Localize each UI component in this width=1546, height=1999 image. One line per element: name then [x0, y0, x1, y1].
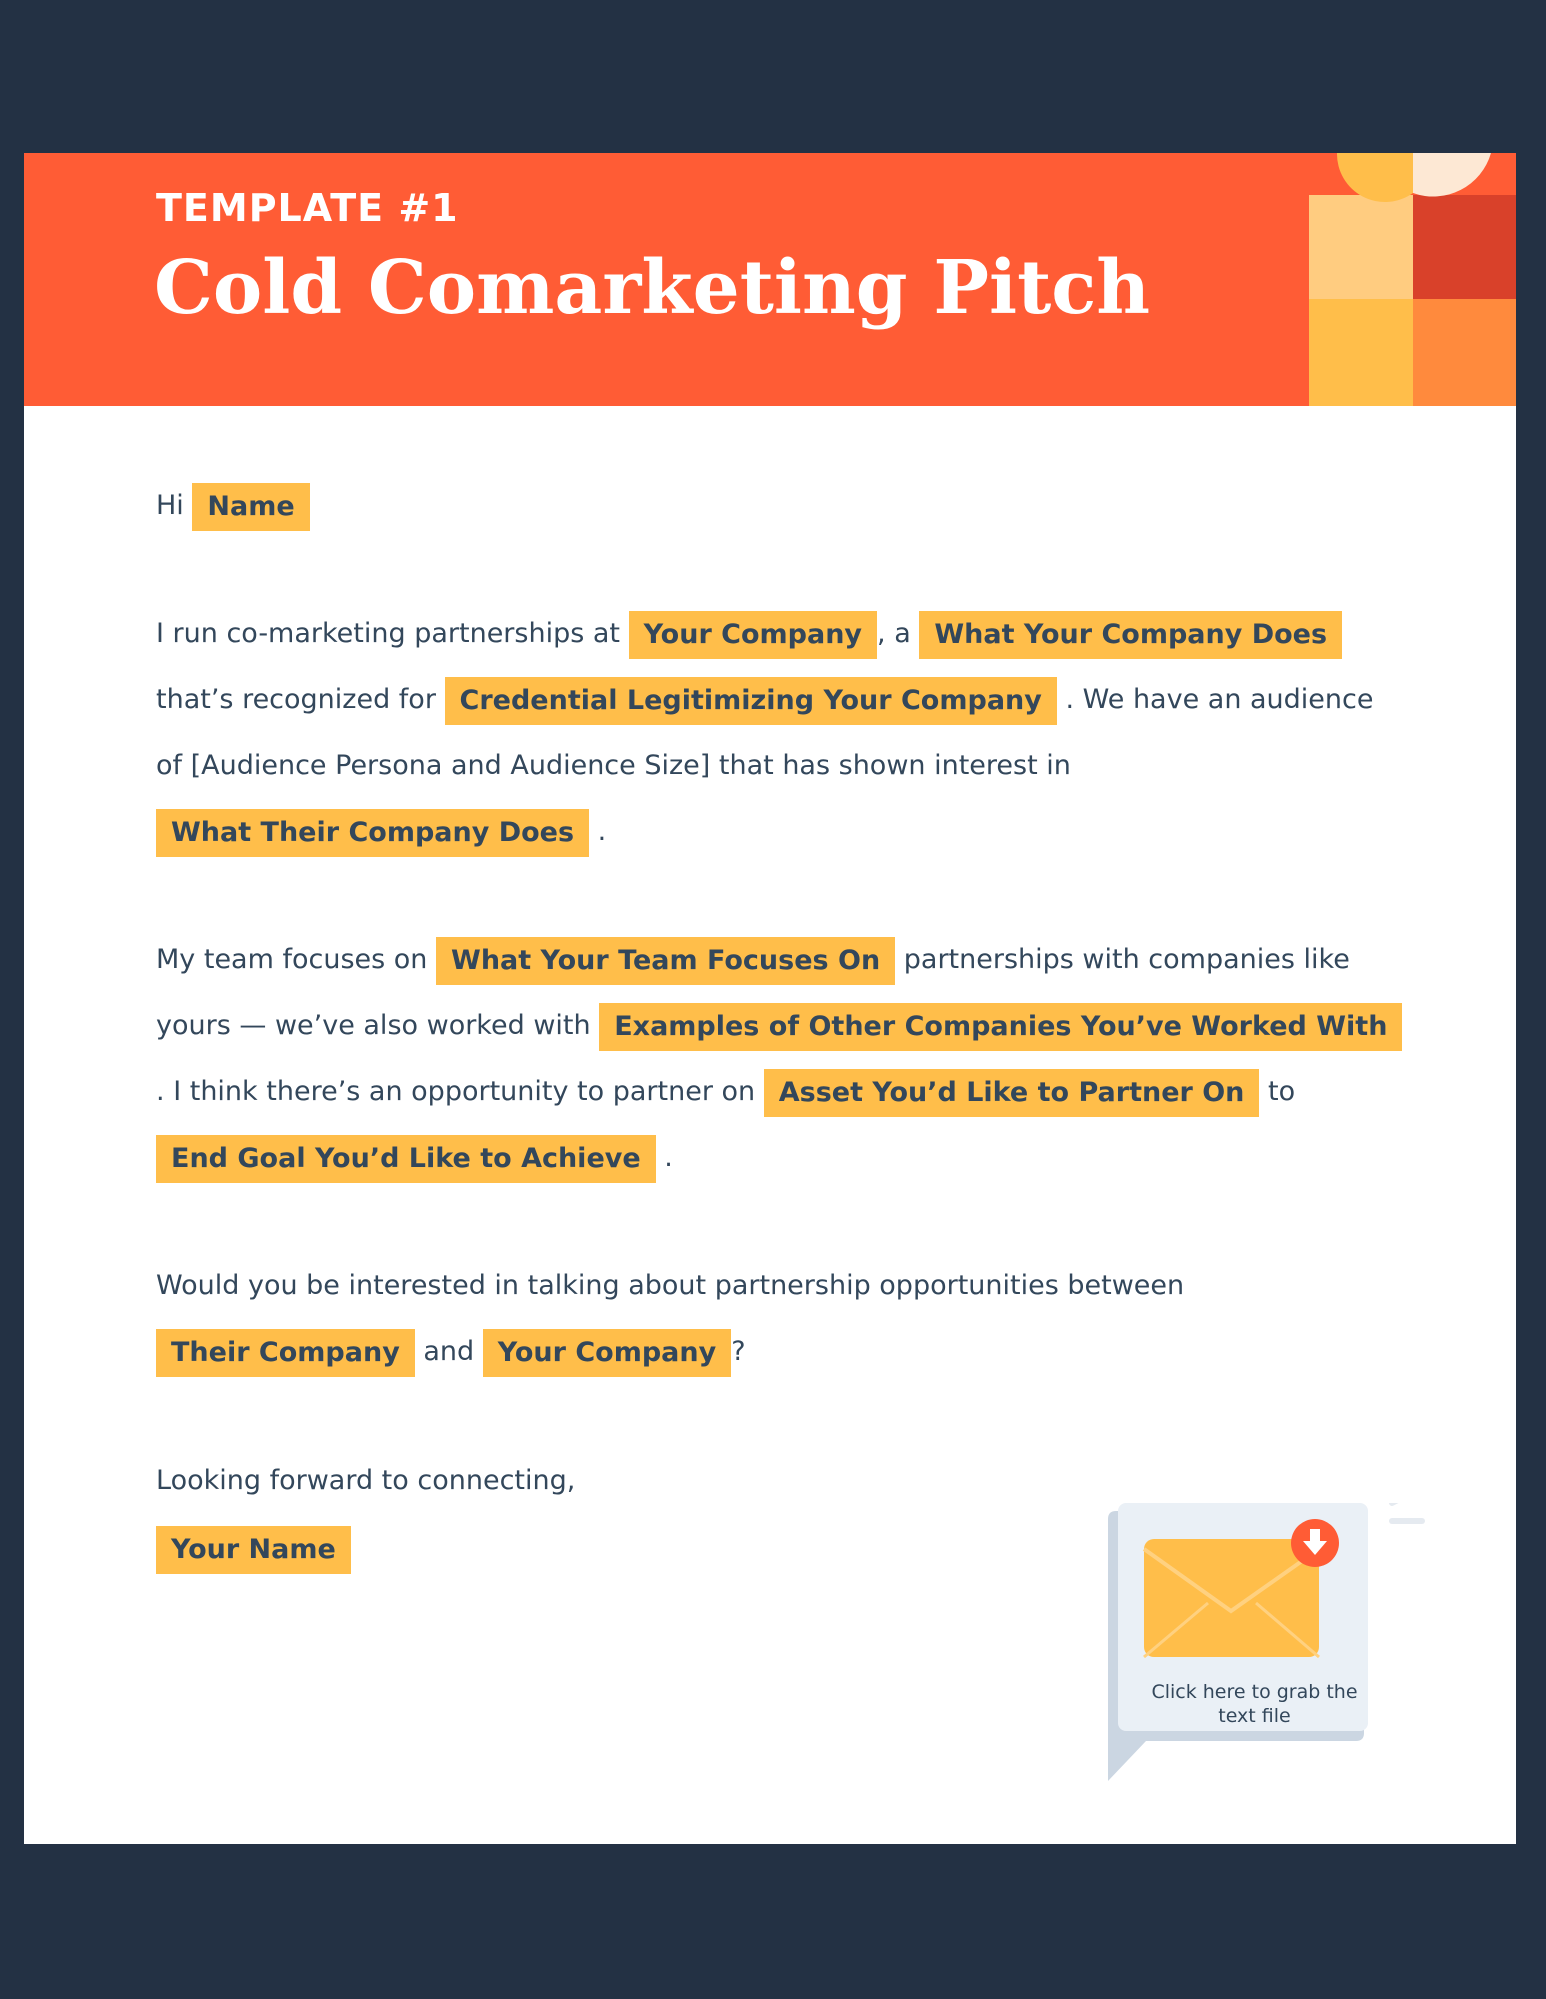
template-card [24, 153, 1516, 1844]
download-badge-icon [1291, 1519, 1339, 1567]
text-run: Would you be interested in talking about partnership opportunities between [156, 1270, 1185, 1301]
greeting-paragraph [156, 473, 1406, 539]
header-banner [24, 153, 1516, 406]
sign-off-text: Looking forward to connecting, [156, 1465, 576, 1496]
placeholder-credential: Credential Legitimizing Your Company [445, 677, 1057, 725]
geometric-decoration [1309, 153, 1516, 406]
envelope-icon [1144, 1539, 1319, 1657]
text-run: , a [877, 618, 911, 649]
intro-paragraph [156, 601, 1406, 865]
download-callout-text: Click here to grab the text file [1151, 1681, 1358, 1727]
placeholder-name: Name [192, 483, 309, 531]
text-run: that has shown interest in [718, 750, 1071, 781]
text-run: partnerships with companies like yours — we’ve also worked with [156, 944, 1350, 1041]
placeholder-examples: Examples of Other Companies You’ve Worked With [599, 1003, 1402, 1051]
letter-body [156, 473, 1406, 1645]
text-run: . We have an audience of [Audience Persona and Audience Size] [156, 684, 1374, 781]
text-run: I run co-marketing partnerships at [156, 618, 621, 649]
text-run: to [1268, 1076, 1296, 1107]
placeholder-your-company-2: Your Company [483, 1329, 731, 1377]
text-run: . [664, 1142, 673, 1173]
text-run: and [423, 1336, 475, 1367]
placeholder-end-goal: End Goal You’d Like to Achieve [156, 1135, 656, 1183]
download-callout-graphic [1096, 1503, 1456, 1823]
placeholder-asset: Asset You’d Like to Partner On [764, 1069, 1260, 1117]
text-run: that’s recognized for [156, 684, 436, 715]
text-run: . [597, 816, 607, 847]
text-run: . [156, 1076, 165, 1107]
question-paragraph [156, 1253, 1406, 1385]
download-text-file-button[interactable] [1096, 1503, 1456, 1823]
text-run: ? [731, 1336, 746, 1367]
placeholder-your-company: Your Company [629, 611, 877, 659]
placeholder-team-focus: What Your Team Focuses On [436, 937, 895, 985]
text-run: I think there’s an opportunity to partner on [173, 1076, 756, 1107]
placeholder-what-your-company-does: What Your Company Does [919, 611, 1342, 659]
placeholder-what-their-company-does: What Their Company Does [156, 809, 589, 857]
team-paragraph [156, 927, 1406, 1191]
placeholder-your-name: Your Name [156, 1526, 351, 1574]
text-run: My team focuses on [156, 944, 428, 975]
template-label: TEMPLATE #1 [156, 186, 459, 230]
placeholder-their-company: Their Company [156, 1329, 415, 1377]
page-title: Cold Comarketing Pitch [154, 245, 1151, 331]
greeting-text: Hi [156, 490, 184, 521]
